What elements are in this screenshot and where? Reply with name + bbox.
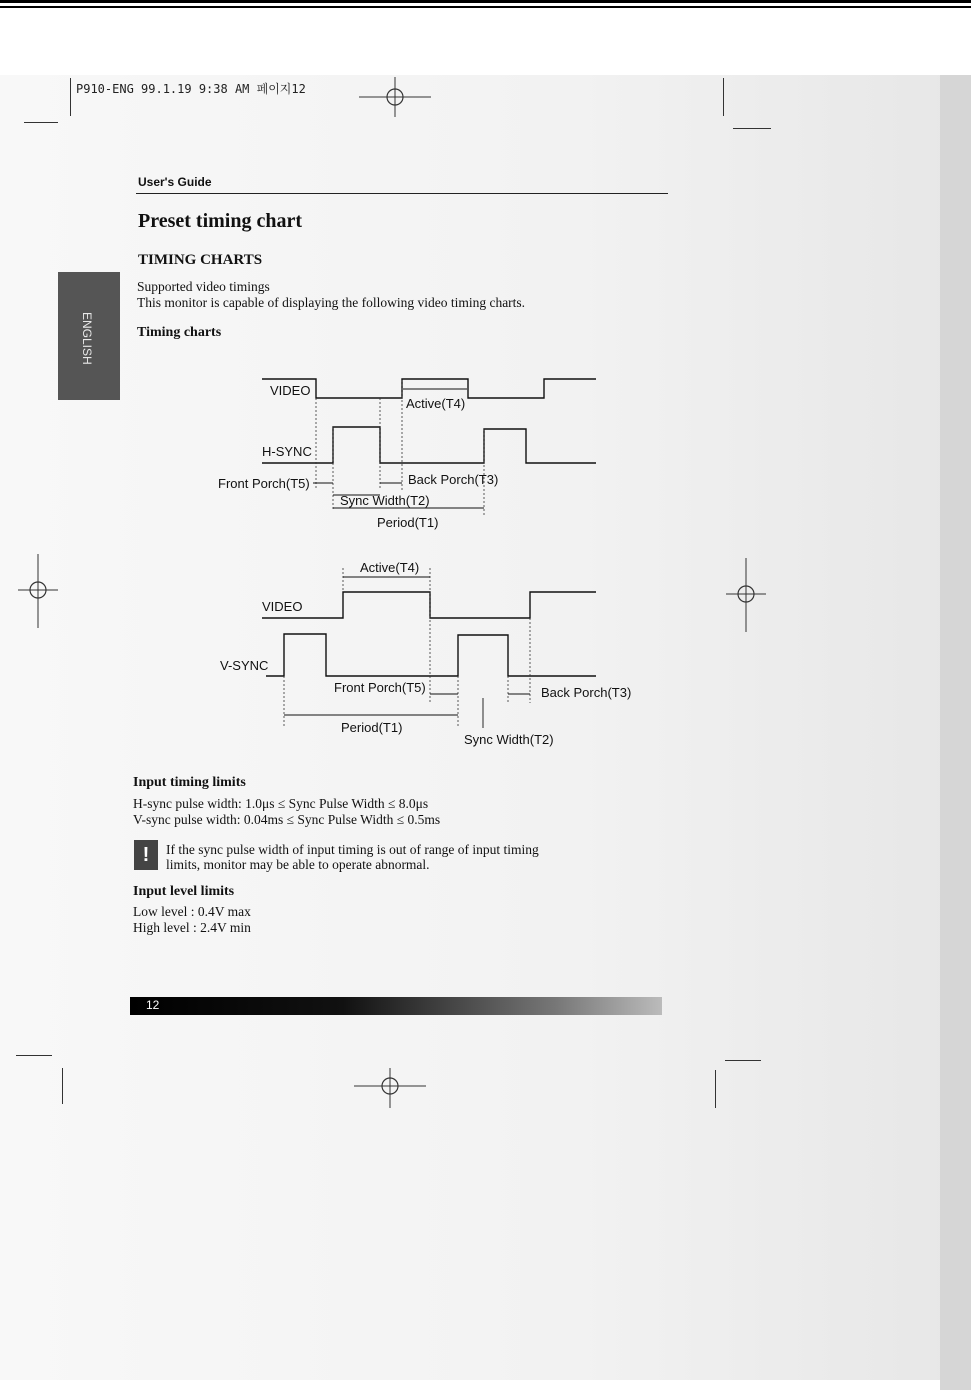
h-sync-limit: H-sync pulse width: 1.0μs ≤ Sync Pulse Width ≤ 8.0μs (133, 796, 429, 811)
h-sync-label: H-SYNC (262, 444, 312, 459)
registration-mark-right-icon (724, 556, 768, 636)
crop-mark-tl-v (70, 78, 71, 116)
crop-mark-tl-h (24, 122, 58, 123)
h-front-porch-label: Front Porch(T5) (218, 476, 310, 491)
h-back-porch-label: Back Porch(T3) (408, 472, 499, 487)
intro-line-1: Supported video timings (137, 279, 270, 294)
crop-mark-br-h (725, 1060, 761, 1061)
crop-mark-tr-h (733, 128, 771, 129)
crop-mark-bl-h (16, 1055, 52, 1056)
page-number: 12 (146, 998, 160, 1012)
section-heading: TIMING CHARTS (138, 252, 263, 268)
horizontal-timing-diagram (210, 360, 610, 540)
v-active-label: Active(T4) (360, 560, 420, 575)
v-sync-width-label: Sync Width(T2) (464, 732, 554, 747)
warning-line-2: limits, monitor may be able to operate abnormal. (166, 857, 430, 872)
registration-mark-bottom-icon (350, 1066, 430, 1110)
timing-charts-subheading: Timing charts (137, 325, 222, 340)
language-tab (58, 272, 120, 400)
top-rule-thick (0, 0, 971, 3)
input-timing-heading: Input timing limits (133, 775, 246, 790)
running-header: User's Guide (138, 175, 212, 189)
crop-mark-bl-v (62, 1068, 63, 1104)
high-level-limit: High level : 2.4V min (133, 920, 251, 935)
h-sync-waveform (262, 427, 596, 463)
v-sync-limit: V-sync pulse width: 0.04ms ≤ Sync Pulse Width ≤ 0.5ms (133, 812, 441, 827)
top-rule-thin (0, 6, 971, 8)
h-active-label: Active(T4) (406, 396, 466, 411)
v-sync-label: V-SYNC (220, 658, 269, 673)
v-video-label: VIDEO (262, 599, 303, 614)
v-back-porch-label: Back Porch(T3) (541, 685, 632, 700)
v-period-label: Period(T1) (341, 720, 403, 735)
footer-bar (130, 997, 662, 1015)
page-edge-shadow (940, 75, 971, 1390)
warning-icon: ! (134, 840, 158, 870)
intro-line-2: This monitor is capable of displaying the following video timing charts. (137, 295, 526, 310)
h-sync-width-label: Sync Width(T2) (340, 493, 430, 508)
registration-mark-top-icon (355, 75, 435, 119)
v-video-waveform (262, 592, 596, 618)
language-tab-label: ENGLISH (80, 312, 94, 365)
v-front-porch-label: Front Porch(T5) (334, 680, 426, 695)
header-rule (136, 193, 668, 194)
crop-mark-br-v (715, 1070, 716, 1108)
input-level-heading: Input level limits (133, 884, 235, 899)
vertical-timing-diagram (210, 558, 640, 748)
v-sync-waveform (266, 634, 596, 676)
low-level-limit: Low level : 0.4V max (133, 904, 251, 919)
crop-mark-tr-v (723, 78, 724, 116)
h-video-label: VIDEO (270, 383, 311, 398)
h-period-label: Period(T1) (377, 515, 439, 530)
registration-mark-left-icon (16, 552, 60, 632)
page-title: Preset timing chart (138, 210, 303, 232)
warning-line-1: If the sync pulse width of input timing is out of range of input timing (166, 842, 539, 857)
print-stamp: P910-ENG 99.1.19 9:38 AM 페이지12 (76, 82, 306, 96)
